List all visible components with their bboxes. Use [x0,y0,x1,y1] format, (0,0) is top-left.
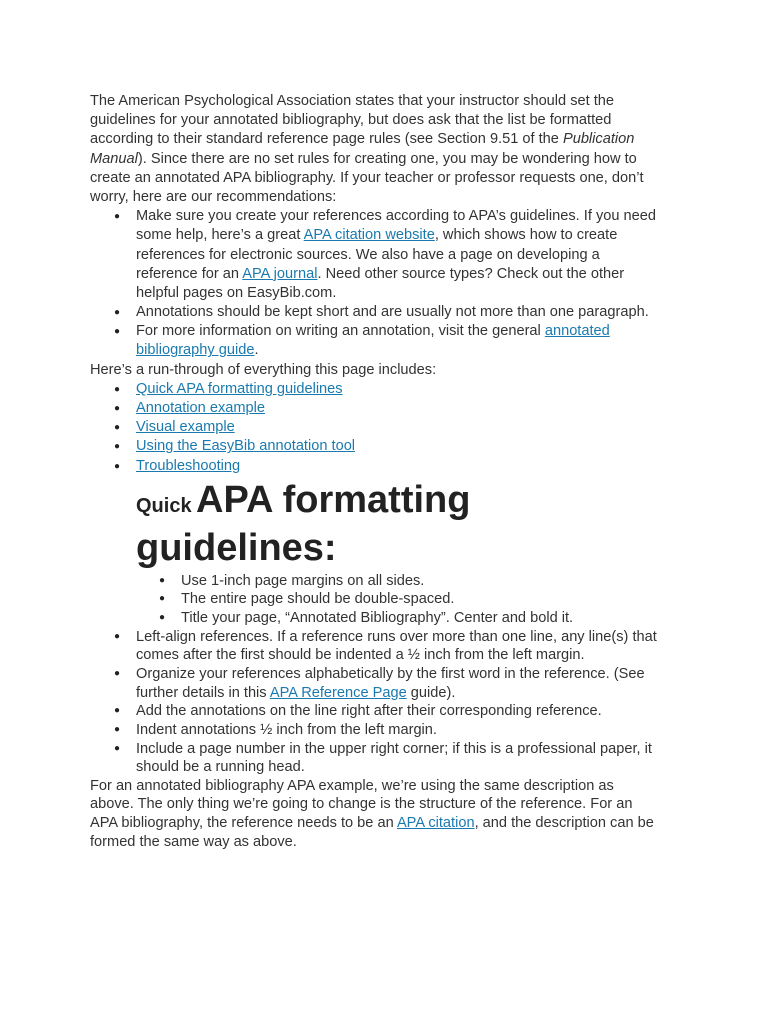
paragraph-line [0,92,768,111]
text: . Need other source types? Check out the other [317,265,625,282]
list-item-line [0,246,768,265]
paragraph-line [0,150,768,169]
bullet-icon: ● [159,574,166,586]
list-item-line [0,628,768,647]
list-item-line [0,646,768,665]
bullet-icon: ● [114,667,121,679]
text: reference for an [136,265,243,282]
text: , and the description can be [474,815,654,832]
list-item-line [0,609,768,628]
list-item-line [0,665,768,684]
bullet-icon: ● [114,705,121,717]
text: Make sure you create your references according to APA’s guidelines. If you need [136,208,656,225]
italic-text: Manual [90,150,138,167]
list-item-line [0,590,768,609]
paragraph-line [0,111,768,130]
text: ). Since there are no set rules for creating one, you may be wondering how to [137,150,637,167]
heading-title-line2: guidelines: [136,526,337,569]
paragraph-line [0,361,768,380]
bullet-icon: ● [114,422,121,434]
link-apa-citation-website[interactable]: APA citation website [303,227,435,244]
list-item-line [0,265,768,284]
text: The American Psychological Association states that your instructor should set the [90,93,615,109]
text: Organize your references alphabetically by the first word in the reference. (See [136,665,645,682]
intro-section [0,92,768,476]
list-item-line [0,572,768,591]
list-item-line [0,457,768,476]
heading-title-line1: APA formatting [196,478,471,521]
link-visual-example[interactable]: Visual example [136,419,235,436]
bullet-icon: ● [114,441,121,453]
bullet-icon: ● [114,742,121,754]
text: some help, here’s a great [136,227,304,244]
text: The entire page should be double-spaced. [181,591,455,608]
bullet-icon: ● [114,326,121,338]
list-item-line [0,399,768,418]
text: , which shows how to create [434,227,618,244]
paragraph-line [0,777,768,796]
list-item-line [0,341,768,360]
text: Title your page, “Annotated Bibliography”. Center and bold it. [181,610,574,627]
text: Here’s a run-through of everything this page includes: [90,361,437,378]
link-apa-citation[interactable]: APA citation [396,815,475,832]
link-quick-apa-formatting-guidelines[interactable]: Quick APA formatting guidelines [136,380,343,397]
link-using-the-easybib-annotation-tool[interactable]: Using the EasyBib annotation tool [136,438,356,455]
list-item-line [0,702,768,721]
list-item-line [0,721,768,740]
list-item-line [0,284,768,303]
italic-text: Publication [562,131,635,148]
text: guide). [406,684,456,701]
list-item-line [0,303,768,322]
bullet-icon: ● [114,723,121,735]
list-item-line [0,322,768,341]
list-item-line [0,758,768,777]
paragraph-line [0,130,768,149]
text: Use 1-inch page margins on all sides. [181,572,425,589]
bullet-icon: ● [114,383,121,395]
text: should be a running head. [136,759,305,776]
text: Left-align references. If a reference runs over more than one line, any line(s) that [136,628,657,645]
list-item-line [0,418,768,437]
link-apa-journal[interactable]: APA journal [242,265,318,282]
link-annotation-example[interactable]: Annotation example [136,400,265,416]
text: worry, here are our recommendations: [90,188,337,205]
link-annotated[interactable]: annotated [544,323,610,340]
link-apa-reference-page[interactable]: APA Reference Page [269,684,407,701]
text: Indent annotations ½ inch from the left margin. [136,721,437,738]
guidelines-section [0,572,768,852]
section-heading-line2 [0,524,768,572]
text: create an annotated APA bibliography. If your teacher or professor requests one, don’t [90,169,644,186]
list-item-line [0,207,768,226]
list-item-line [0,684,768,703]
list-item-line [0,437,768,456]
paragraph-line [0,833,768,852]
text: above. The only thing we’re going to change is the structure of the reference. For an [90,796,633,813]
document-body [0,92,768,851]
text: comes after the first should be indented a ½ inch from the left margin. [136,647,585,664]
bullet-icon: ● [114,460,121,472]
text: . [254,342,259,359]
paragraph-line [0,814,768,833]
section-heading [0,476,768,524]
bullet-icon: ● [114,630,121,642]
paragraph-line [0,169,768,188]
list-item-line [0,740,768,759]
text: For more information on writing an annotation, visit the general [136,323,545,340]
text: APA bibliography, the reference needs to be an [90,815,397,832]
heading-prefix: Quick [136,494,192,517]
bullet-icon: ● [159,593,166,605]
text: formed the same way as above. [90,833,297,850]
text: guidelines for your annotated bibliography, but does ask that the list be formatted [90,112,612,129]
text: according to their standard reference page rules (see Section 9.51 of the [90,131,563,148]
link-troubleshooting[interactable]: Troubleshooting [136,457,241,474]
bullet-icon: ● [114,307,121,319]
text: Include a page number in the upper right corner; if this is a professional paper, it [136,740,652,757]
list-item-line [0,226,768,245]
text: further details in this [136,684,270,701]
text: references for electronic sources. We also have a page on developing a [136,246,600,263]
bullet-icon: ● [159,612,166,624]
text: Add the annotations on the line right after their corresponding reference. [136,703,602,720]
text: helpful pages on EasyBib.com. [136,284,337,301]
text: For an annotated bibliography APA example, we’re using the same description as [90,777,614,794]
paragraph-line [0,795,768,814]
bullet-icon: ● [114,403,121,414]
bullet-icon: ● [114,211,121,223]
list-item-line [0,380,768,399]
paragraph-line [0,188,768,207]
text: Annotations should be kept short and are usually not more than one paragraph. [136,304,649,321]
link-bibliography-guide[interactable]: bibliography guide [136,342,255,359]
